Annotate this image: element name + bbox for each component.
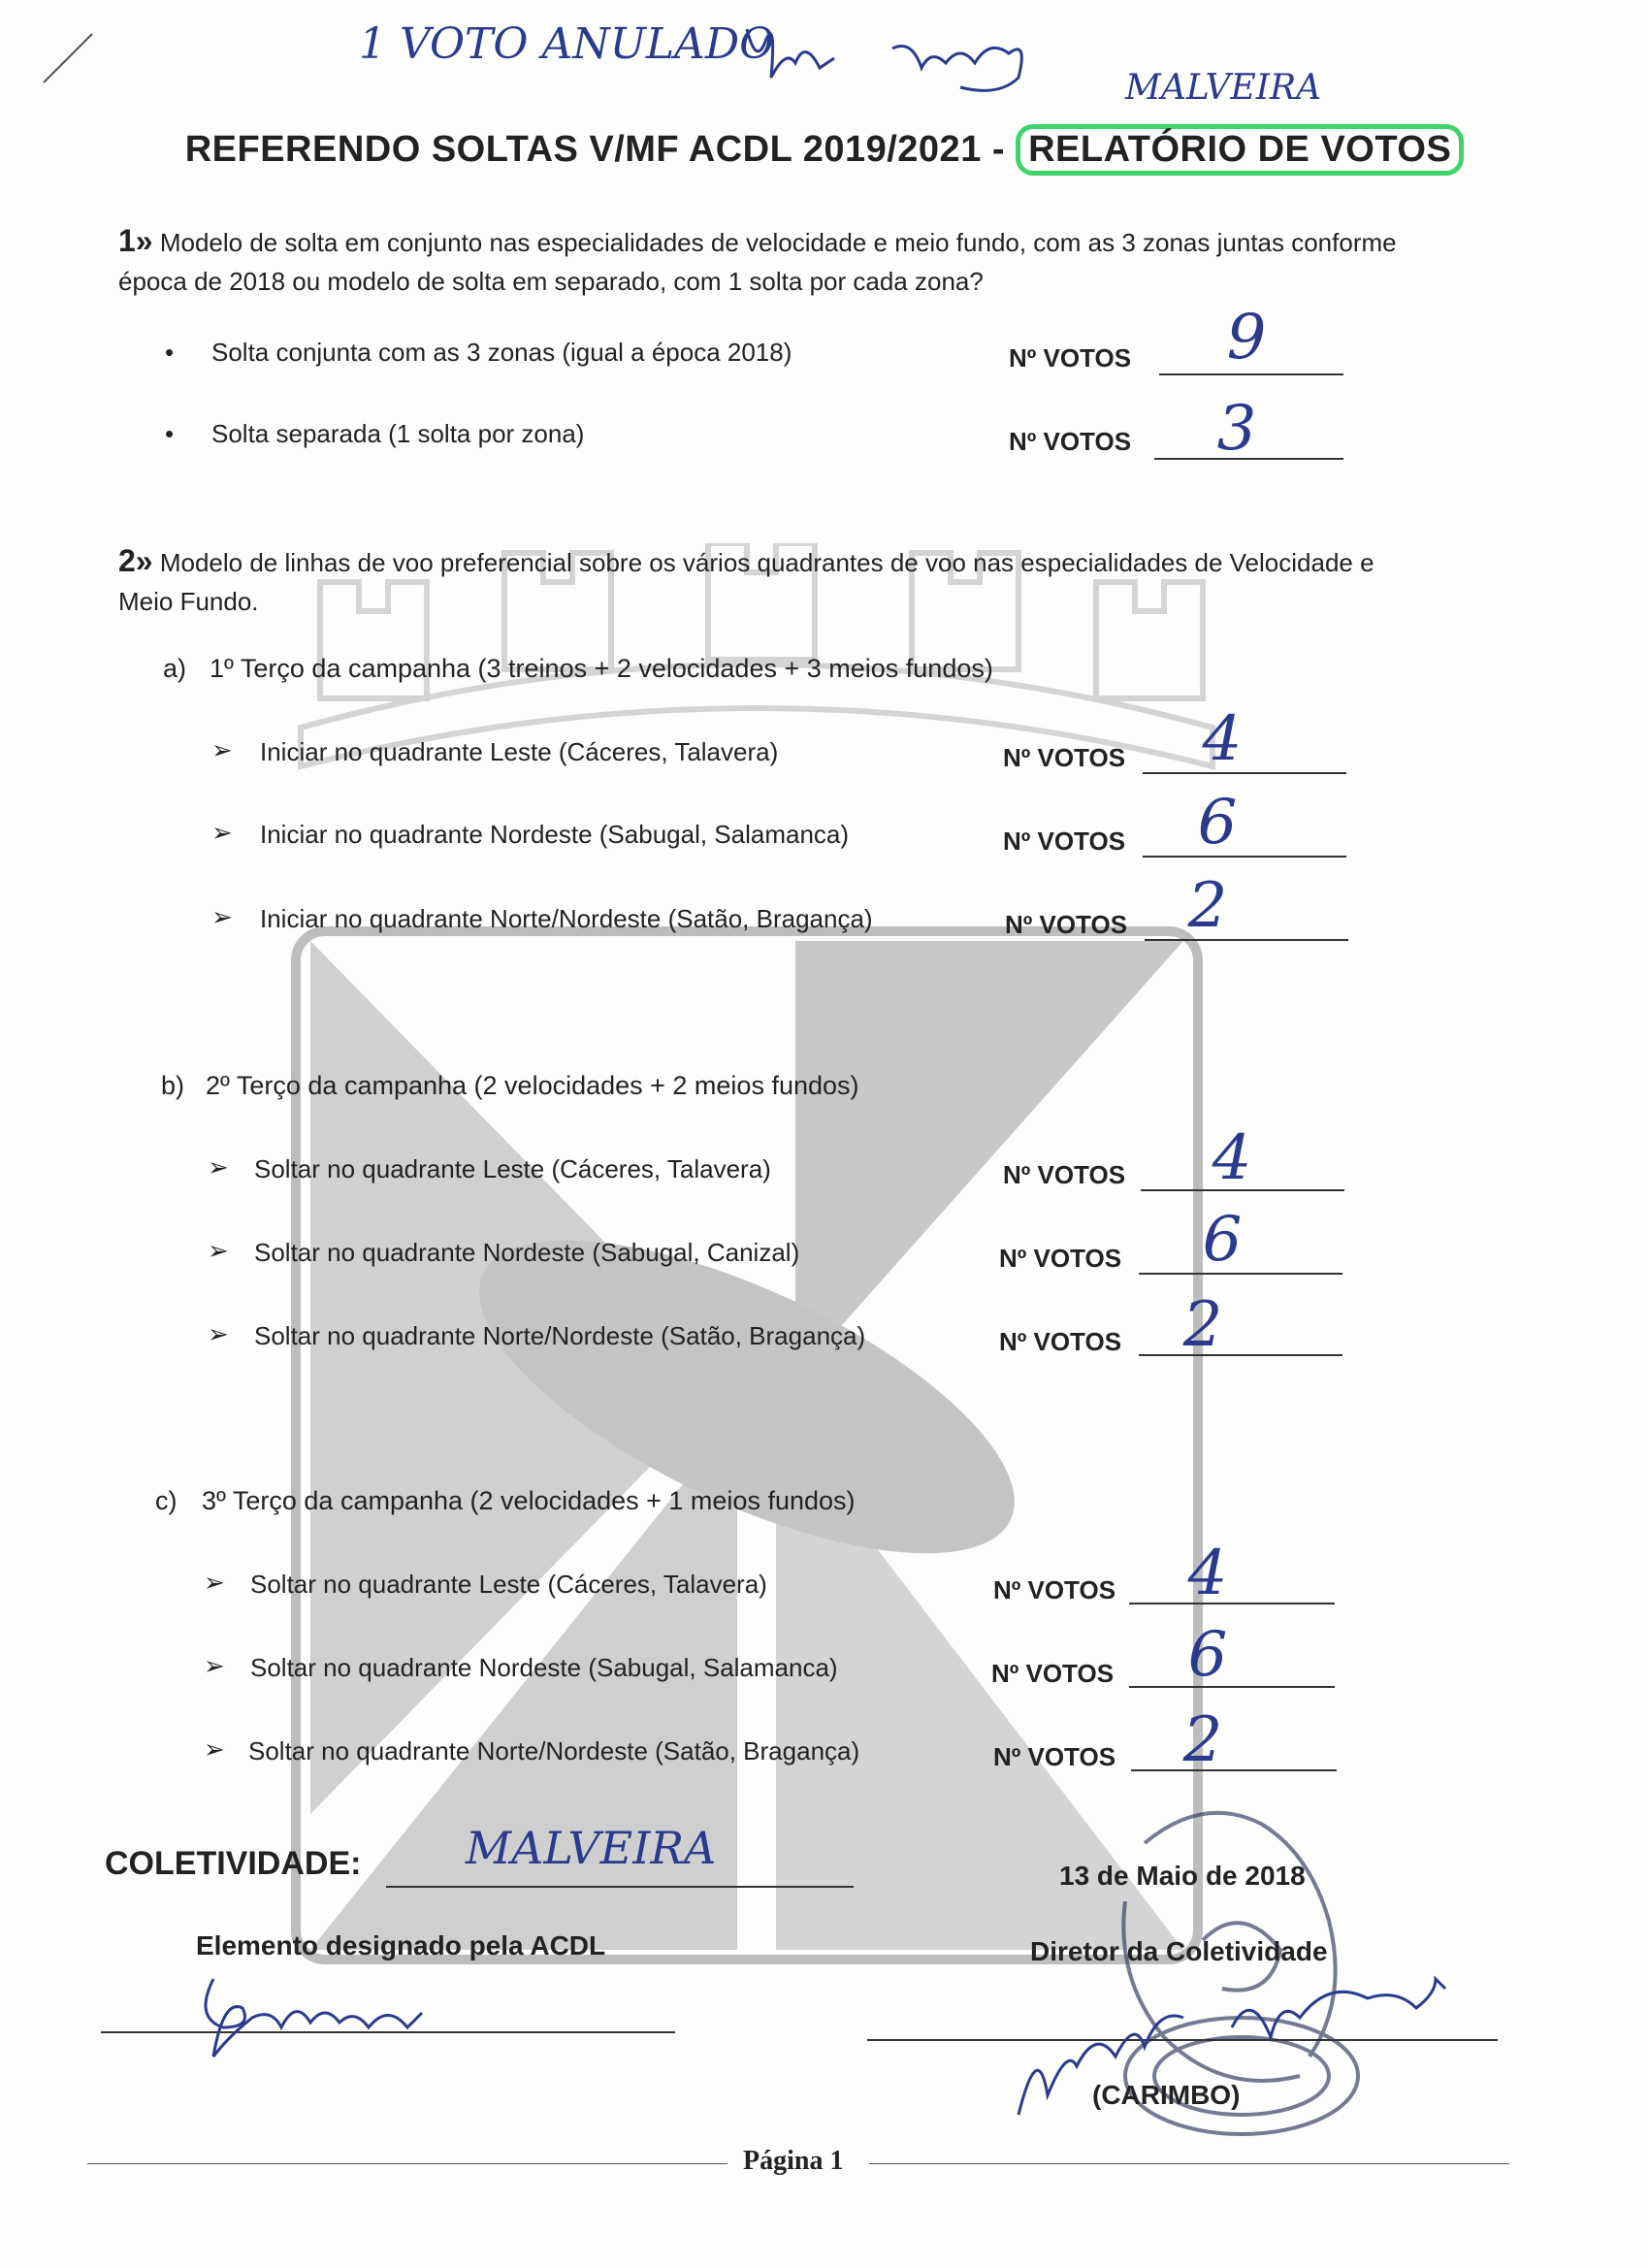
question-1 [118,221,1496,301]
section-a-title: 1º Terço da campanha (3 treinos + 2 velocidades + 3 meios fundos) [210,654,993,683]
question-2-number: 2» [118,543,153,578]
votes-value: 2 [1182,1704,1223,1776]
section-c-letter: c) [155,1486,178,1515]
club-label: COLETIVIDADE: [105,1845,362,1882]
votes-line [1129,1603,1335,1604]
votes-value: 6 [1197,787,1238,859]
top-signature [728,10,1077,116]
question-2-text-2: Meio Fundo. [118,587,259,616]
option-arrow-bullet: ➢ [211,818,233,847]
option-label: Soltar no quadrante Norte/Nordeste (Satão, Bragança) [248,1736,860,1766]
left-signer-label: Elemento designado pela ACDL [196,1930,606,1960]
question-2 [118,541,1496,621]
question-1-number: 1» [118,223,153,258]
votes-value: 6 [1202,1204,1243,1276]
votes-label: Nº VOTOS [1003,1160,1126,1189]
option-label: Soltar no quadrante Nordeste (Sabugal, Salamanca) [250,1653,838,1682]
votes-label: Nº VOTOS [1003,826,1126,856]
club-line [386,1886,854,1888]
section-c-title: 3º Terço da campanha (2 velocidades + 1 meios fundos) [202,1486,856,1515]
section-a-letter: a) [163,654,187,683]
votes-line [1143,856,1346,858]
votes-value: 9 [1226,302,1267,373]
section-b-letter: b) [161,1071,185,1100]
option-label: Iniciar no quadrante Nordeste (Sabugal, Salamanca) [260,820,850,849]
right-signer-label: Diretor da Coletividade [1030,1936,1328,1966]
votes-label: Nº VOTOS [1009,343,1132,373]
votes-line [1139,1354,1342,1356]
footer-rule-right [869,2163,1509,2164]
votes-value: 2 [1187,870,1228,942]
option-label: Soltar no quadrante Leste (Cáceres, Talavera) [254,1154,771,1183]
option-label: Iniciar no quadrante Leste (Cáceres, Talavera) [260,737,779,766]
footer-rule-left [87,2163,728,2164]
page-number: Página 1 [743,2146,844,2176]
option-bullet: • [165,419,175,448]
title-highlight: RELATÓRIO DE VOTOS [1016,124,1464,176]
option-label: Iniciar no quadrante Norte/Nordeste (Satão, Bragança) [260,904,873,933]
votes-line [1131,1769,1337,1771]
option-label: Solta separada (1 solta por zona) [211,419,585,448]
option-arrow-bullet: ➢ [208,1152,229,1182]
club-value: MALVEIRA [466,1822,717,1874]
option-arrow-bullet: ➢ [208,1319,229,1348]
option-arrow-bullet: ➢ [211,735,233,764]
option-label: Soltar no quadrante Leste (Cáceres, Talavera) [250,1570,767,1599]
votes-value: 4 [1212,1122,1252,1194]
section-b-title: 2º Terço da campanha (2 velocidades + 2 meios fundos) [206,1071,859,1100]
votes-line [1129,1686,1335,1688]
club-tag-note: MALVEIRA [1125,68,1322,108]
title-main: REFERENDO SOLTAS V/MF ACDL 2019/2021 - [184,129,1006,170]
votes-label: Nº VOTOS [991,1659,1115,1688]
stamp-note: (CARIMBO) [1092,2080,1241,2110]
votes-label: Nº VOTOS [999,1327,1122,1356]
option-arrow-bullet: ➢ [211,902,233,931]
votes-label: Nº VOTOS [1003,743,1126,772]
option-label: Solta conjunta com as 3 zonas (igual a época 2018) [211,338,792,367]
option-arrow-bullet: ➢ [204,1651,225,1680]
votes-line [1143,772,1346,774]
votes-label: Nº VOTOS [993,1742,1116,1771]
option-bullet: • [165,338,175,367]
corner-mark [39,29,97,87]
votes-line [1159,373,1343,375]
question-1-text-2: época de 2018 ou modelo de solta em separado, com 1 solta por cada zona? [118,267,984,296]
question-2-text-1: Modelo de linhas de voo preferencial sobre os vários quadrantes de voo nas especialidades de Velocidade e [159,548,1374,577]
question-1-text-1: Modelo de solta em conjunto nas especialidades de velocidade e meio fundo, com as 3 zonas juntas conforme [159,228,1397,257]
document-date: 13 de Maio de 2018 [1059,1861,1306,1891]
page-title [0,124,1649,176]
votes-label: Nº VOTOS [993,1575,1116,1604]
votes-value: 6 [1187,1619,1228,1691]
option-label: Soltar no quadrante Nordeste (Sabugal, Canizal) [254,1238,800,1267]
option-arrow-bullet: ➢ [204,1568,225,1597]
votes-label: Nº VOTOS [1009,427,1132,456]
votes-value: 4 [1187,1538,1228,1609]
votes-label: Nº VOTOS [999,1244,1122,1273]
votes-value: 3 [1216,393,1257,465]
left-signature [184,1960,456,2076]
votes-label: Nº VOTOS [1005,910,1128,939]
option-arrow-bullet: ➢ [208,1236,229,1265]
option-label: Soltar no quadrante Norte/Nordeste (Satão, Bragança) [254,1321,866,1350]
option-arrow-bullet: ➢ [204,1734,225,1764]
votes-value: 2 [1182,1289,1223,1361]
votes-line [1145,939,1348,941]
voided-vote-note: 1 VOTO ANULADO [359,19,775,69]
votes-value: 4 [1202,703,1243,775]
